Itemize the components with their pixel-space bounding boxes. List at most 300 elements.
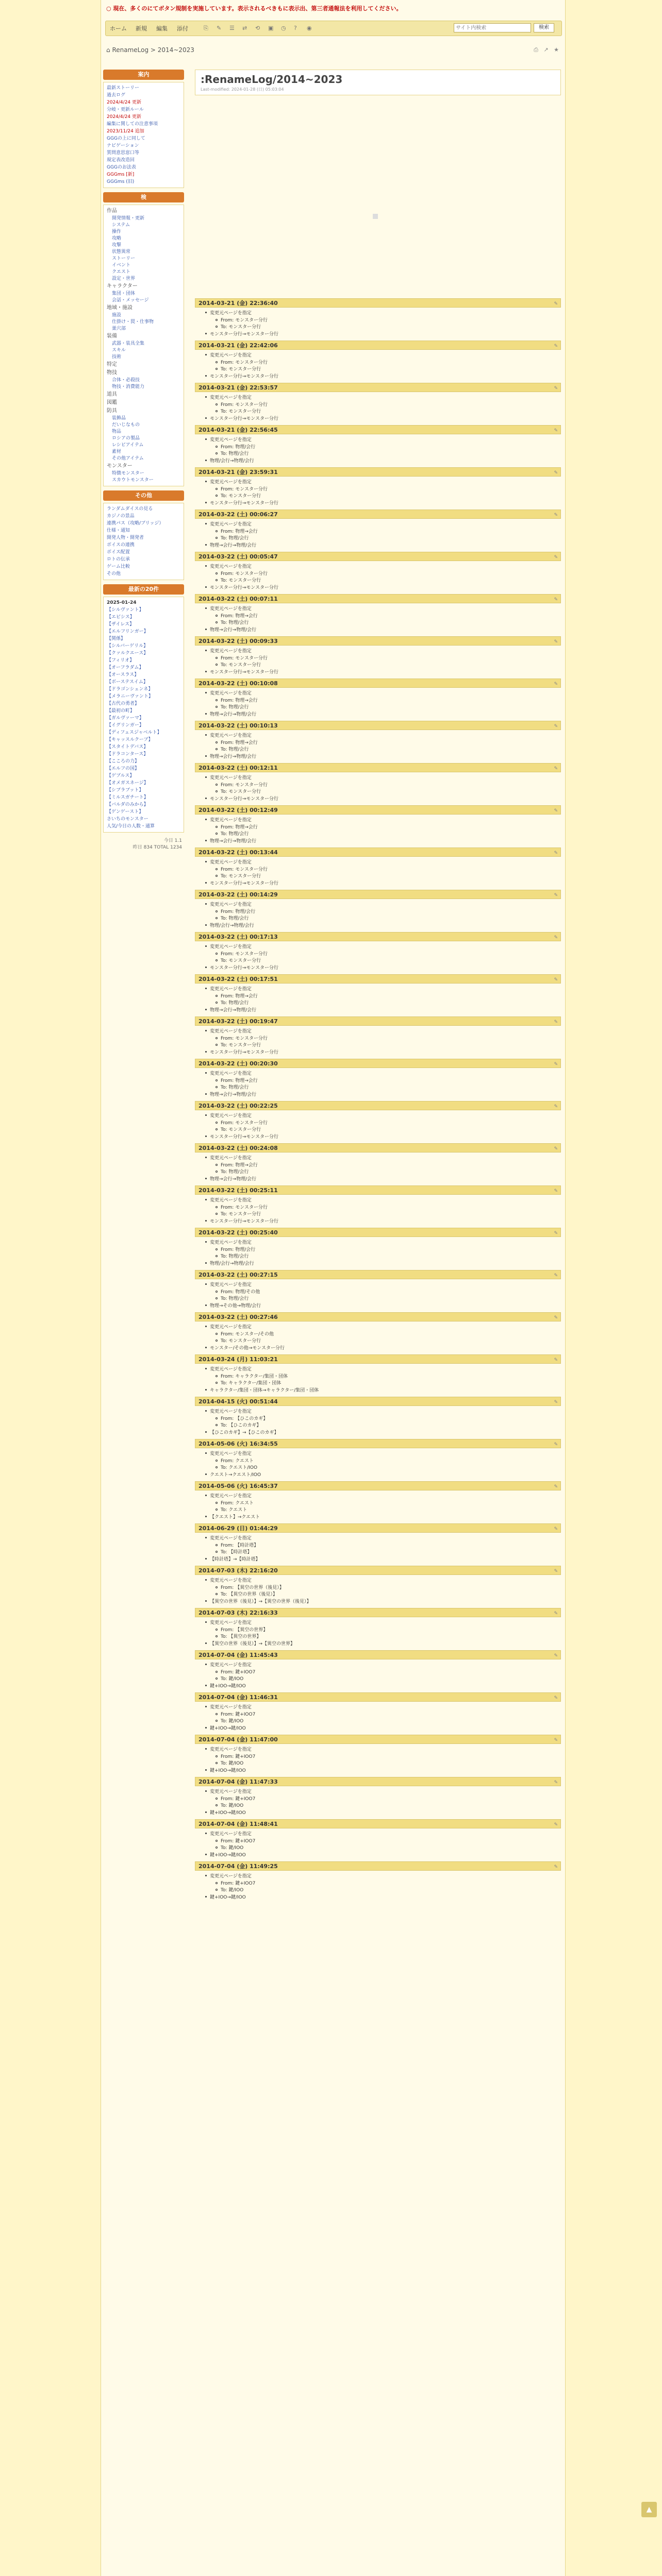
from-page[interactable]: モンスター分行	[235, 402, 268, 408]
from-page[interactable]: 物理→会行	[235, 614, 258, 619]
sidebar-recent-link[interactable]: 【ゲンゲースト】	[107, 809, 144, 815]
to-line	[205, 831, 561, 838]
sidebar-category[interactable]: 特定	[107, 362, 117, 367]
sidebar-recent-link[interactable]: 【シルヴァント】	[107, 607, 144, 613]
circle-icon	[216, 326, 218, 328]
result-text[interactable]: 【時計塔】→【時計塔】	[210, 1557, 260, 1562]
sidebar-guide-link[interactable]: GGGms (旧)	[107, 179, 135, 184]
from-page[interactable]: モンスター分行	[235, 783, 268, 788]
rss-icon[interactable]: ◉	[307, 25, 312, 31]
result-text[interactable]: 鍵+IOO→鍵/IOO	[210, 1895, 246, 1900]
sidebar-other-link[interactable]: 仕様・通知	[107, 528, 130, 533]
to-page[interactable]: クエスト/IOO	[228, 1465, 258, 1470]
menu-new[interactable]: 新規	[136, 25, 147, 32]
to-page[interactable]: モンスター分行	[228, 367, 261, 372]
sidebar-recent-link[interactable]: 【オメガスネージ】	[107, 781, 148, 786]
to-page[interactable]: 物理/会行	[228, 747, 249, 752]
result-text[interactable]: 物理→その他→物理/会行	[210, 1303, 261, 1309]
sidebar-recent-link[interactable]: 【ゲブルス】	[107, 773, 135, 778]
sidebar-subcategory[interactable]: 操作	[112, 229, 122, 234]
from-page[interactable]: 【時計塔】	[235, 1543, 259, 1548]
from-page[interactable]: モンスター分行	[235, 867, 268, 872]
from-page[interactable]: 物理/会行	[235, 1247, 256, 1252]
edit-icon[interactable]: ✎	[554, 1611, 558, 1616]
log-entry	[195, 1312, 561, 1352]
sidebar-category[interactable]: キャラクター	[107, 283, 138, 289]
sidebar-guide-link[interactable]: 分岐・更新ルール	[107, 107, 144, 112]
sidebar-recent-link[interactable]: 【シブラブット】	[107, 788, 144, 793]
from-page[interactable]: 【異空の世界】	[235, 1628, 268, 1633]
circle-icon	[216, 1164, 218, 1166]
to-page[interactable]: 物理/会行	[228, 916, 249, 921]
from-page[interactable]: キャラクター/集団・団体	[235, 1374, 288, 1379]
bookmark-icon[interactable]: ★	[554, 46, 559, 53]
sidebar-recent-link[interactable]: 【ミルスガチート】	[107, 795, 148, 800]
sidebar-subcategory[interactable]: クエスト	[112, 269, 130, 275]
scroll-top-button[interactable]: ▲	[641, 2502, 657, 2517]
from-page[interactable]: 鍵+IOO7	[235, 1670, 256, 1675]
sidebar-category[interactable]: モンスター	[107, 463, 133, 469]
result-text[interactable]: 物理/会行→物理/会行	[210, 459, 254, 464]
edit-icon[interactable]: ✎	[554, 597, 558, 602]
sidebar-recent-link[interactable]: 【関係】	[107, 636, 126, 641]
sidebar-subcategory[interactable]: システム	[112, 223, 130, 228]
to-page[interactable]: モンスター分行	[228, 325, 261, 330]
result-text[interactable]: 物理/会行→物理/会行	[210, 1261, 254, 1266]
sidebar-other-link[interactable]: その他	[107, 571, 121, 577]
edit-icon[interactable]: ✎	[554, 1189, 558, 1194]
result-text[interactable]: モンスター分行→モンスター分行	[210, 965, 279, 971]
from-line	[205, 740, 561, 747]
sidebar-subcategory[interactable]: レシピアイテム	[112, 443, 144, 448]
to-page[interactable]: 物理/会行	[228, 620, 249, 625]
circle-icon	[216, 403, 218, 405]
result-text[interactable]: 鍵+IOO→鍵/IOO	[210, 1810, 246, 1816]
rename-icon[interactable]: ✎	[217, 25, 222, 31]
from-page[interactable]: モンスター分行	[235, 1205, 268, 1210]
to-page[interactable]: 物理/会行	[228, 536, 249, 541]
change-label: 変更元ページを指定	[210, 1240, 252, 1245]
sidebar-subcategory[interactable]: 技術	[112, 354, 122, 360]
from-page[interactable]: 物理→会行	[235, 825, 258, 830]
edit-icon[interactable]: ✎	[554, 851, 558, 856]
sidebar-category[interactable]: 装備	[107, 333, 117, 339]
edit-icon[interactable]: ✎	[554, 1315, 558, 1320]
from-page[interactable]: 鍵+IOO7	[235, 1712, 256, 1717]
sidebar-category[interactable]: 地域・施設	[107, 305, 133, 311]
result-text[interactable]: 物理→会行→物理/会行	[210, 1092, 257, 1097]
sidebar-guide-link[interactable]: 質問意思窓口等	[107, 150, 140, 156]
sidebar-subcategory[interactable]: ロシアの製品	[112, 436, 140, 441]
to-page[interactable]: 物理/会行	[228, 451, 249, 456]
sidebar-recent-link[interactable]: 【ディフェスジャベルト】	[107, 730, 162, 735]
sidebar-guide-link[interactable]: 2024/4/24 更新	[107, 100, 142, 105]
from-page[interactable]: 物理/会行	[235, 445, 256, 450]
edit-icon[interactable]: ✎	[554, 1442, 558, 1447]
sidebar-recent-link[interactable]: 【バルダのみから】	[107, 802, 148, 807]
from-page[interactable]: 物理→会行	[235, 1078, 258, 1083]
edit-icon[interactable]: ✎	[554, 1865, 558, 1870]
from-page[interactable]: モンスター分行	[235, 318, 268, 323]
bullet-icon	[205, 882, 207, 884]
sidebar-other-link[interactable]: ロトの伝承	[107, 557, 130, 562]
sidebar-recent-link[interactable]: 【ザイレス】	[107, 622, 135, 627]
result-text[interactable]: 鍵+IOO→鍵/IOO	[210, 1684, 246, 1689]
sidebar-subcategory[interactable]: 装飾品	[112, 416, 126, 421]
from-page[interactable]: クエスト	[235, 1459, 254, 1464]
sidebar-subcategory[interactable]: だいじなもの	[112, 422, 140, 428]
sidebar-other-link[interactable]: ボイスの連携	[107, 543, 135, 548]
to-page[interactable]: モンスター分行	[228, 1043, 261, 1048]
sidebar-subcategory[interactable]: 物技・消費能力	[112, 384, 145, 389]
edit-icon[interactable]: ✎	[554, 1358, 558, 1363]
edit-icon[interactable]: ✎	[554, 301, 558, 307]
from-line	[205, 1289, 561, 1296]
result-text[interactable]: 【異空の世界（後見）】→【異空の世界（後見）】	[210, 1599, 311, 1604]
result-text[interactable]: キャラクター/集団・団体→キャラクター/集団・団体	[210, 1388, 319, 1393]
edit-icon[interactable]: ✎	[554, 724, 558, 729]
to-page[interactable]: モンスター分行	[228, 789, 261, 794]
from-page[interactable]: 物理→会行	[235, 1163, 258, 1168]
result-text[interactable]: 【ひこのカギ】→【ひこのカギ】	[210, 1430, 279, 1435]
change-label: 変更元ページを指定	[210, 860, 252, 865]
result-text[interactable]: 鍵+IOO→鍵/IOO	[210, 1768, 246, 1773]
sidebar-recent-link[interactable]: 【エルフの国】	[107, 766, 140, 771]
sidebar-other-link[interactable]: カジノの景品	[107, 514, 135, 519]
result-line	[205, 331, 561, 338]
bullet-icon	[205, 1051, 207, 1053]
home-icon[interactable]: ⌂	[106, 46, 110, 54]
result-text[interactable]: 物理→会行→物理/会行	[210, 839, 257, 844]
list-icon[interactable]: ☰	[229, 25, 235, 31]
menu-edit[interactable]: 編集	[156, 25, 168, 32]
sidebar-subcategory[interactable]: 攻略	[112, 236, 122, 241]
sidebar-recent-link[interactable]: 【ドラコンタース】	[107, 752, 148, 757]
menu-attach[interactable]: 添付	[177, 25, 188, 32]
to-page[interactable]: モンスター分行	[228, 1338, 261, 1344]
sidebar-recent-link[interactable]: 【イグリンガー】	[107, 723, 144, 728]
result-text[interactable]: モンスター分行→モンスター分行	[210, 670, 279, 675]
sidebar-recent-link[interactable]: 【メラニーヴァント】	[107, 694, 153, 699]
bullet-icon	[205, 1157, 207, 1158]
sidebar-subcategory[interactable]: 物品	[112, 429, 122, 434]
sidebar-other-link[interactable]: ゲーム比較	[107, 564, 130, 569]
to-page[interactable]: 物理/会行	[228, 1001, 249, 1006]
edit-icon[interactable]: ✎	[554, 766, 558, 771]
sidebar-subcategory[interactable]: 開発情報・更新	[112, 216, 145, 221]
to-page[interactable]: モンスター分行	[228, 958, 261, 963]
sidebar-recent-link[interactable]: 【フィリオ】	[107, 658, 135, 663]
edit-icon[interactable]: ✎	[554, 1484, 558, 1489]
sidebar-recent-link[interactable]: 【最初の町】	[107, 708, 135, 714]
circle-icon	[216, 1635, 218, 1637]
sidebar-subcategory[interactable]: 攻撃	[112, 243, 122, 248]
result-text[interactable]: 【異空の世界（後見）】→【異空の世界】	[210, 1641, 295, 1647]
sidebar-subcategory[interactable]: 集団・団体	[112, 291, 136, 296]
from-page[interactable]: 【ひこのカギ】	[235, 1416, 268, 1421]
sidebar-recent-link[interactable]: 【こころの力】	[107, 759, 140, 764]
edit-icon[interactable]: ✎	[554, 428, 558, 433]
bullet-icon	[205, 1685, 207, 1686]
from-page[interactable]: モンスター/その他	[235, 1332, 274, 1337]
sidebar-guide-link[interactable]: 規定表改造回	[107, 158, 135, 163]
edit-icon[interactable]: ✎	[554, 1273, 558, 1278]
sidebar-subcategory[interactable]: スカウトモンスター	[112, 478, 154, 483]
result-text[interactable]: モンスター分行→モンスター分行	[210, 332, 279, 337]
result-text[interactable]: モンスター分行→モンスター分行	[210, 374, 279, 379]
edit-icon[interactable]: ✎	[554, 1104, 558, 1109]
bullet-icon	[205, 1241, 207, 1243]
edit-icon[interactable]: ✎	[554, 344, 558, 349]
from-page[interactable]: モンスター分行	[235, 1121, 268, 1126]
result-text[interactable]: 鍵+IOO→鍵/IOO	[210, 1853, 246, 1858]
search-button[interactable]: 検索	[534, 23, 554, 32]
edit-icon[interactable]: ✎	[554, 935, 558, 940]
to-page[interactable]: 【時計塔】	[228, 1550, 252, 1555]
result-text[interactable]: 物理→会行→物理/会行	[210, 754, 257, 759]
from-page[interactable]: 物理→会行	[235, 529, 258, 534]
sidebar-recent-link[interactable]: 人気/今日の人数・通算	[107, 824, 155, 829]
result-text[interactable]: 物理→会行→物理/会行	[210, 1177, 257, 1182]
from-page[interactable]: モンスター分行	[235, 360, 268, 365]
sidebar-recent-link[interactable]: さいちのモンスター	[107, 817, 148, 822]
sidebar-subcategory[interactable]: 武器・装具全集	[112, 341, 145, 346]
sidebar-recent-link[interactable]: 【シルバーゲリル】	[107, 643, 148, 649]
from-page[interactable]: モンスター分行	[235, 571, 268, 577]
sidebar-guide-link[interactable]: GGGms [新]	[107, 172, 135, 177]
to-page[interactable]: 【異空の世界（後見）】	[228, 1592, 277, 1597]
result-text[interactable]: 物理/会行→物理/会行	[210, 923, 254, 928]
edit-icon[interactable]: ✎	[554, 1146, 558, 1151]
edit-icon[interactable]: ✎	[554, 1696, 558, 1701]
sidebar-subcategory[interactable]: 合体・必殺技	[112, 378, 140, 383]
sidebar-subcategory[interactable]: 状態異常	[112, 249, 131, 255]
edit-icon[interactable]: ✎	[554, 639, 558, 645]
to-page[interactable]: 物理/会行	[228, 1254, 249, 1259]
sidebar-other-link[interactable]: 連携パス（攻略/ブリッジ）	[107, 521, 164, 526]
sidebar-subcategory[interactable]: その他アイテム	[112, 456, 144, 461]
sidebar-recent-link[interactable]: 【クァルクエース】	[107, 651, 148, 656]
to-page[interactable]: モンスター分行	[228, 874, 261, 879]
sidebar-recent-link[interactable]: 【ガルヴァーマ】	[107, 716, 144, 721]
result-text[interactable]: モンスター分行→モンスター分行	[210, 1134, 279, 1140]
to-line	[205, 1422, 561, 1429]
print-icon[interactable]: ⎙	[534, 46, 538, 53]
result-text[interactable]: モンスター分行→モンスター分行	[210, 416, 279, 421]
result-text[interactable]: 物理→会行→物理/会行	[210, 712, 257, 717]
edit-icon[interactable]: ✎	[554, 682, 558, 687]
to-page[interactable]: 鍵/IOO	[228, 1803, 244, 1808]
from-page[interactable]: モンスター分行	[235, 952, 268, 957]
from-page[interactable]: 物理/会行	[235, 909, 256, 914]
from-page[interactable]: 鍵+IOO7	[235, 1881, 256, 1886]
sidebar-other-link[interactable]: ボイス配置	[107, 550, 130, 555]
to-page[interactable]: 鍵/IOO	[228, 1888, 244, 1893]
to-page[interactable]: モンスター分行	[228, 663, 261, 668]
from-line	[205, 951, 561, 958]
edit-icon[interactable]: ✎	[554, 1231, 558, 1236]
sidebar-guide-link[interactable]: 2024/4/24 更新	[107, 114, 142, 120]
sidebar-subcategory[interactable]: 巣穴部	[112, 326, 126, 331]
edit-icon[interactable]: ✎	[554, 513, 558, 518]
edit-icon[interactable]: ✎	[554, 555, 558, 560]
sidebar	[101, 70, 186, 852]
sidebar-other-link[interactable]: 開発人物・開発者	[107, 535, 144, 540]
sidebar-guide-link[interactable]: 編集に関しての注意事項	[107, 122, 158, 127]
sidebar-other-link[interactable]: ランダムダイスの見る	[107, 506, 153, 512]
share-icon[interactable]: ↗	[543, 46, 549, 53]
edit-icon[interactable]: ✎	[554, 1527, 558, 1532]
sidebar-category[interactable]: 防具	[107, 408, 117, 414]
to-page[interactable]: 鍵/IOO	[228, 1845, 244, 1851]
sidebar-guide-link[interactable]: GGGのお法表	[107, 165, 136, 170]
to-page[interactable]: 鍵/IOO	[228, 1719, 244, 1724]
log-entry	[195, 1185, 561, 1226]
edit-icon[interactable]: ✎	[554, 1400, 558, 1405]
edit-icon[interactable]: ✎	[554, 1020, 558, 1025]
sidebar-recent-link[interactable]: 【ドラゴンシェンネ】	[107, 687, 153, 692]
edit-icon[interactable]: ✎	[554, 470, 558, 476]
sidebar-subcategory[interactable]: スキル	[112, 348, 126, 353]
sidebar-category[interactable]: 物技	[107, 370, 117, 376]
result-text[interactable]: 物理→会行→物理/会行	[210, 1008, 257, 1013]
sidebar-guide-link[interactable]: 2023/11/24 追加	[107, 129, 144, 134]
edit-icon[interactable]: ✎	[554, 1569, 558, 1574]
result-text[interactable]: 鍵+IOO→鍵/IOO	[210, 1726, 246, 1731]
result-text[interactable]: モンスター分行→モンスター分行	[210, 1219, 279, 1224]
edit-icon[interactable]: ✎	[554, 1062, 558, 1067]
edit-icon[interactable]: ✎	[554, 1738, 558, 1743]
edit-icon[interactable]: ✎	[554, 1780, 558, 1785]
sidebar-subcategory[interactable]: 素材	[112, 449, 122, 454]
to-page[interactable]: 鍵/IOO	[228, 1676, 244, 1682]
to-page[interactable]: 鍵/IOO	[228, 1761, 244, 1766]
sidebar-guide-link[interactable]: 最新ストーリー	[107, 86, 140, 91]
entry-date-heading	[195, 1059, 561, 1068]
result-text[interactable]: 物理→会行→物理/会行	[210, 628, 257, 633]
log-entry	[195, 636, 561, 676]
diff-icon[interactable]: ⇄	[242, 25, 247, 31]
page-title[interactable]: :RenameLog/2014~2023	[201, 73, 343, 86]
bullet-icon	[205, 1009, 207, 1010]
from-page[interactable]: 【異空の世界（後見）】	[235, 1585, 284, 1590]
bullet-icon	[205, 1579, 207, 1581]
bullet-icon	[205, 1495, 207, 1496]
to-page[interactable]: モンスター分行	[228, 1127, 261, 1132]
to-page[interactable]: 【異空の世界】	[228, 1634, 261, 1639]
edit-icon[interactable]: ✎	[554, 1822, 558, 1827]
from-page[interactable]: 鍵+IOO7	[235, 1754, 256, 1759]
from-page[interactable]: モンスター分行	[235, 487, 268, 492]
sidebar-recent-link[interactable]: 【古代の勇者】	[107, 701, 140, 706]
edit-icon[interactable]: ✎	[554, 386, 558, 391]
sidebar-recent-link[interactable]: 【スタイトデバス】	[107, 744, 148, 750]
result-text[interactable]: モンスター分行→モンスター分行	[210, 796, 279, 802]
to-page[interactable]: モンスター分行	[228, 409, 261, 414]
result-text[interactable]: モンスター/その他→モンスター分行	[210, 1346, 285, 1351]
from-page[interactable]: 鍵+IOO7	[235, 1839, 256, 1844]
backup-icon[interactable]: ▣	[268, 25, 274, 31]
from-page[interactable]: 物理→会行	[235, 740, 258, 745]
sidebar-recent-link[interactable]: 【エビシス】	[107, 615, 135, 620]
result-text[interactable]: 【クエスト】→クエスト	[210, 1515, 260, 1520]
to-page[interactable]: 物理/会行	[228, 705, 249, 710]
edit-icon[interactable]: ✎	[554, 893, 558, 898]
from-page[interactable]: 物理→会行	[235, 698, 258, 703]
result-line	[205, 584, 561, 592]
from-page[interactable]: 鍵+IOO7	[235, 1797, 256, 1802]
sidebar-subcategory[interactable]: イベント	[112, 263, 131, 268]
sidebar-recent-link[interactable]: 【ボーステスイム】	[107, 680, 148, 685]
to-page[interactable]: 物理/会行	[228, 1170, 249, 1175]
sidebar-subcategory[interactable]: 設定・世界	[112, 276, 136, 281]
sidebar-category[interactable]: 作品	[107, 208, 117, 214]
search-input[interactable]	[454, 23, 531, 32]
to-page[interactable]: キャラクター/集団・団体	[228, 1381, 282, 1386]
circle-icon	[216, 917, 218, 919]
change-label: 変更元ページを指定	[210, 775, 252, 781]
result-text[interactable]: モンスター分行→モンスター分行	[210, 881, 279, 886]
menu-home[interactable]: ホーム	[110, 25, 127, 32]
sidebar-subcategory[interactable]: 仕掛け・罠・仕事物	[112, 319, 154, 325]
to-page[interactable]: モンスター分行	[228, 578, 261, 583]
from-page[interactable]: モンスター分行	[235, 1036, 268, 1041]
sidebar-recent-link[interactable]: 【オーフラダム】	[107, 665, 144, 670]
edit-icon[interactable]: ✎	[554, 977, 558, 982]
from-page[interactable]: 物理/その他	[235, 1290, 260, 1295]
from-page[interactable]: モンスター分行	[235, 656, 268, 661]
sidebar-subcategory[interactable]: ストーリー	[112, 256, 136, 261]
to-page[interactable]: 【ひこのカギ】	[228, 1423, 261, 1428]
history-icon[interactable]: ⟲	[255, 25, 260, 31]
change-label: 変更元ページを指定	[210, 902, 252, 907]
sidebar-guide-link[interactable]: GGGの上に同して	[107, 136, 145, 141]
circle-icon	[216, 1375, 218, 1377]
result-text[interactable]: モンスター分行→モンスター分行	[210, 585, 279, 590]
sidebar-recent-link[interactable]: 【エルフリンガー】	[107, 629, 148, 634]
sidebar-subcategory[interactable]: 会話・メッセージ	[112, 298, 149, 303]
help-icon[interactable]: ?	[294, 25, 297, 31]
result-line	[205, 1302, 561, 1310]
to-page[interactable]: 物理/会行	[228, 1296, 249, 1301]
from-page[interactable]: 物理→会行	[235, 994, 258, 999]
to-page[interactable]: クエスト	[228, 1507, 247, 1513]
result-text[interactable]: モンスター分行→モンスター分行	[210, 1050, 279, 1055]
sidebar-guide-link[interactable]: ナビゲーション	[107, 143, 139, 148]
result-text[interactable]: モンスター分行→モンスター分行	[210, 501, 279, 506]
sidebar-category[interactable]: 図鑑	[107, 400, 117, 405]
sidebar-recent-link[interactable]: 【キャッスルクーブ】	[107, 737, 153, 742]
sidebar-subcategory[interactable]: 特徴モンスター	[112, 471, 144, 476]
edit-icon[interactable]: ✎	[554, 808, 558, 814]
result-text[interactable]: クエスト→クエスト/IOO	[210, 1472, 261, 1478]
sidebar-subcategory[interactable]: 施設	[112, 313, 122, 318]
to-page[interactable]: 物理/会行	[228, 832, 249, 837]
recent-icon[interactable]: ◷	[281, 25, 286, 31]
sidebar-guide-link[interactable]: 過去ログ	[107, 93, 126, 98]
from-page[interactable]: クエスト	[235, 1501, 254, 1506]
result-text[interactable]: 物理→会行→物理/会行	[210, 543, 257, 548]
to-page[interactable]: モンスター分行	[228, 1212, 261, 1217]
to-page[interactable]: 物理/会行	[228, 1085, 249, 1090]
sidebar-category[interactable]: 道具	[107, 392, 117, 397]
to-page[interactable]: モンスター分行	[228, 494, 261, 499]
copy-icon[interactable]: ⎘	[204, 25, 208, 31]
result-line	[205, 795, 561, 803]
edit-icon[interactable]: ✎	[554, 1653, 558, 1658]
sidebar-recent-link[interactable]: 【オースラス】	[107, 672, 139, 677]
breadcrumb-text[interactable]: RenameLog > 2014~2023	[112, 46, 194, 54]
